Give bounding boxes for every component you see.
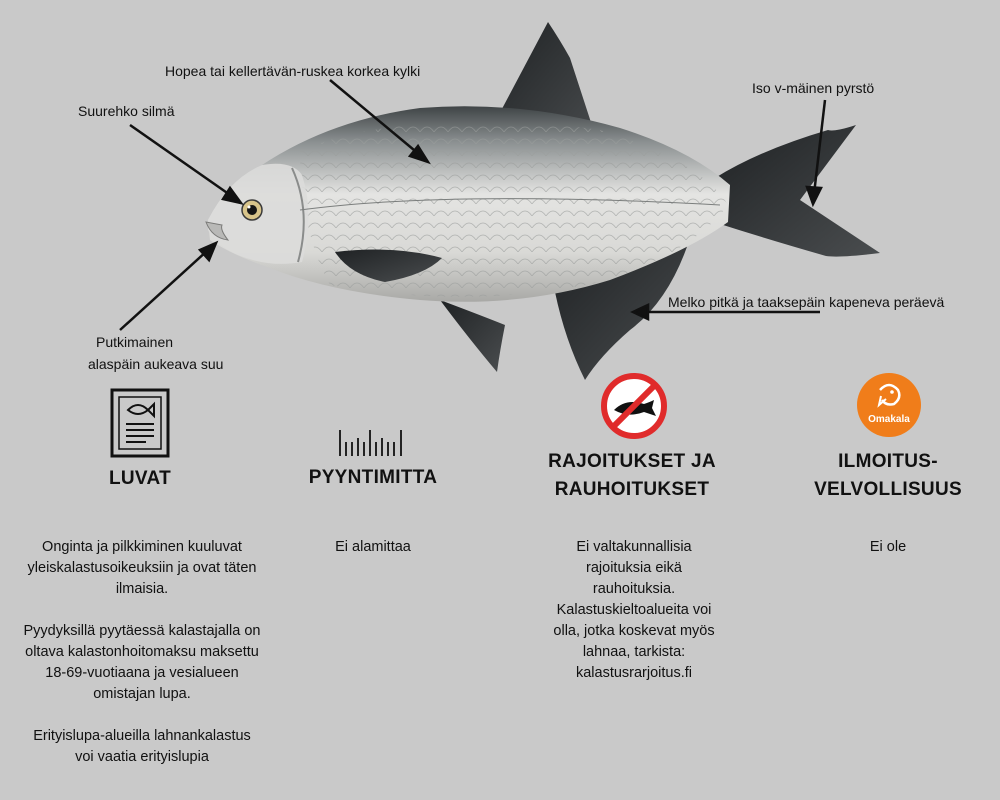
luvat-paragraph-1: Onginta ja pilkkiminen kuuluvat yleiskalastusoikeuksiin ja ovat täten ilmaisia. [27,539,257,597]
luvat-title: LUVAT [108,468,171,489]
annotation-mouth-line1: Putkimainen [96,334,174,350]
ruler-icon [337,428,407,458]
annotation-eye: Suurehko silmä [78,103,175,119]
fish-eye [242,200,262,220]
annotation-mouth-line2: alaspäin aukeava suu [88,356,224,372]
omakala-logo-text: Omakala [868,414,910,425]
rajoitukset-body [543,537,725,684]
no-fishing-icon [600,372,668,440]
annotation-mouth [88,332,223,374]
ilmoitus-paragraph-1: Ei ole [869,539,907,555]
permit-document-icon [110,388,170,458]
luvat-paragraph-3: Erityislupa-alueilla lahnankalastus voi vaatia erityislupia [33,728,251,765]
ilmoitus-title [788,448,988,504]
pyyntimitta-paragraph-1: Ei alamittaa [335,539,411,555]
annotation-anal-fin: Melko pitkä ja taaksepäin kapeneva peräevä [668,294,945,310]
annotation-tail: Iso v-mäinen pyrstö [752,80,875,96]
rajoitukset-paragraph-1: Ei valtakunnallisia rajoituksia eikä rauhoituksia. Kalastuskieltoalueita voi olla, jotka koskevat myös lahnaa, tarkista: kalastusrarjoitus.fi [553,539,715,681]
ilmoitus-title-line1: ILMOITUS- [838,451,938,472]
pelvic-fin [440,300,505,372]
ilmoitus-title-line2: VELVOLLISUUS [814,479,962,500]
pyyntimitta-title: PYYNTIMITTA [308,467,438,488]
rajoitukset-title-line1: RAJOITUKSET JA [548,451,716,472]
omakala-logo-icon [856,372,922,438]
luvat-paragraph-2: Pyydyksillä pyytäessä kalastajalla on oltava kalastonhoitomaksu maksettu 18-69-vuotiaana ja vesialueen omistajan lupa. [23,623,261,702]
rajoitukset-title-line2: RAUHOITUKSET [554,479,710,500]
luvat-body [22,537,262,768]
ilmoitus-body [788,537,988,558]
tail-fin [715,125,880,257]
rajoitukset-title [532,448,732,504]
annotation-side: Hopea tai kellertävän-ruskea korkea kylki [165,63,421,79]
pyyntimitta-body [273,537,473,558]
